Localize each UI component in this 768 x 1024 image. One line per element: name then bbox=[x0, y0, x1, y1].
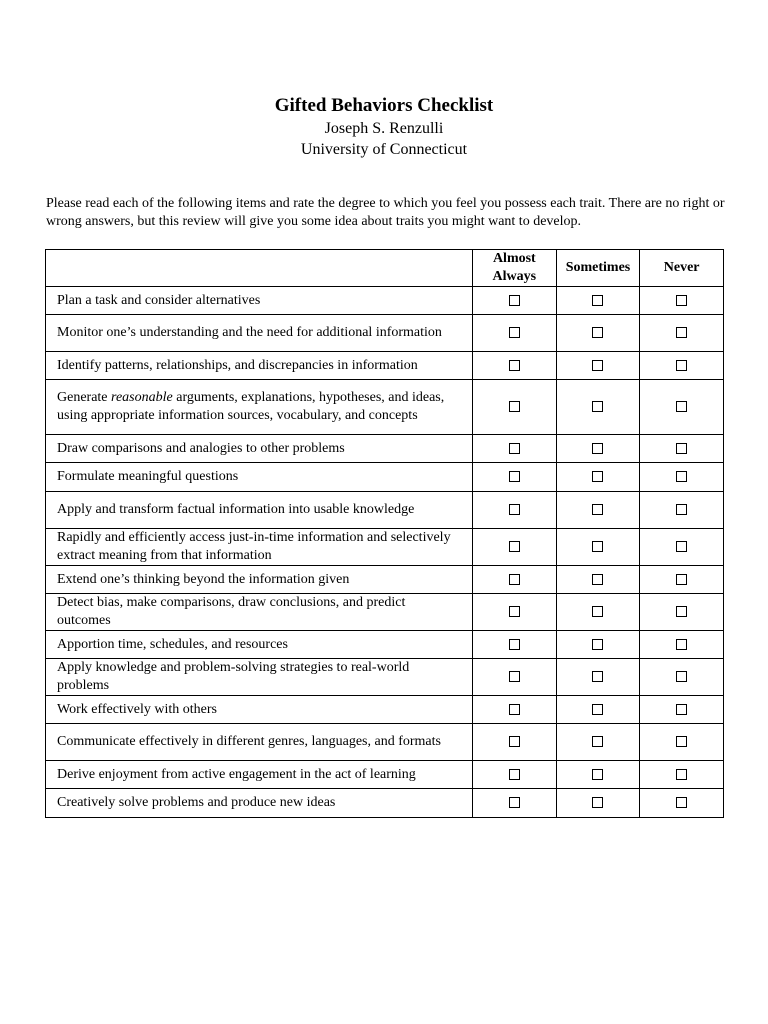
table-row bbox=[46, 435, 724, 463]
never-cell[interactable] bbox=[640, 789, 724, 818]
table-row bbox=[46, 761, 724, 789]
sometimes-cell[interactable] bbox=[556, 659, 640, 696]
almost-always-cell[interactable] bbox=[473, 594, 557, 631]
never-cell[interactable] bbox=[640, 631, 724, 659]
almost-always-cell[interactable] bbox=[473, 696, 557, 724]
sometimes-cell[interactable] bbox=[556, 287, 640, 315]
table-row bbox=[46, 380, 724, 435]
never-cell[interactable] bbox=[640, 761, 724, 789]
trait-cell: Derive enjoyment from active engagement in the act of learning bbox=[46, 761, 473, 789]
almost-always-checkbox[interactable] bbox=[509, 401, 520, 412]
almost-always-checkbox[interactable] bbox=[509, 443, 520, 454]
sometimes-cell[interactable] bbox=[556, 696, 640, 724]
table-row bbox=[46, 566, 724, 594]
sometimes-checkbox[interactable] bbox=[592, 401, 603, 412]
never-cell[interactable] bbox=[640, 594, 724, 631]
almost-always-checkbox[interactable] bbox=[509, 471, 520, 482]
never-checkbox[interactable] bbox=[676, 443, 687, 454]
trait-cell: Apply knowledge and problem-solving strategies to real-world problems bbox=[46, 659, 473, 696]
sometimes-checkbox[interactable] bbox=[592, 574, 603, 585]
never-checkbox[interactable] bbox=[676, 574, 687, 585]
header-almost-always-line2: Always bbox=[492, 269, 537, 284]
sometimes-cell[interactable] bbox=[556, 631, 640, 659]
trait-cell: Communicate effectively in different genres, languages, and formats bbox=[46, 724, 473, 761]
almost-always-checkbox[interactable] bbox=[509, 541, 520, 552]
sometimes-checkbox[interactable] bbox=[592, 671, 603, 682]
sometimes-checkbox[interactable] bbox=[592, 736, 603, 747]
almost-always-cell[interactable] bbox=[473, 492, 557, 529]
sometimes-checkbox[interactable] bbox=[592, 606, 603, 617]
almost-always-checkbox[interactable] bbox=[509, 736, 520, 747]
never-checkbox[interactable] bbox=[676, 504, 687, 515]
intro-paragraph: Please read each of the following items and rate the degree to which you feel you possess each trait. There are no right or wrong answers, but this review will give you some idea about traits you might want to develop. bbox=[46, 196, 725, 229]
table-row bbox=[46, 594, 724, 631]
almost-always-cell[interactable] bbox=[473, 435, 557, 463]
institution-name: University of Connecticut bbox=[300, 141, 468, 158]
sometimes-checkbox[interactable] bbox=[592, 504, 603, 515]
almost-always-cell[interactable] bbox=[473, 529, 557, 566]
never-checkbox[interactable] bbox=[676, 797, 687, 808]
sometimes-checkbox[interactable] bbox=[592, 704, 603, 715]
sometimes-checkbox[interactable] bbox=[592, 797, 603, 808]
never-checkbox[interactable] bbox=[676, 327, 687, 338]
never-checkbox[interactable] bbox=[676, 606, 687, 617]
table-row bbox=[46, 529, 724, 566]
almost-always-cell[interactable] bbox=[473, 659, 557, 696]
never-cell[interactable] bbox=[640, 287, 724, 315]
almost-always-cell[interactable] bbox=[473, 315, 557, 352]
sometimes-checkbox[interactable] bbox=[592, 639, 603, 650]
sometimes-checkbox[interactable] bbox=[592, 471, 603, 482]
almost-always-cell[interactable] bbox=[473, 631, 557, 659]
never-cell[interactable] bbox=[640, 659, 724, 696]
almost-always-checkbox[interactable] bbox=[509, 504, 520, 515]
trait-text-pre: Generate bbox=[57, 390, 112, 405]
never-checkbox[interactable] bbox=[676, 704, 687, 715]
header-sometimes: Sometimes bbox=[556, 250, 640, 287]
never-checkbox[interactable] bbox=[676, 671, 687, 682]
never-cell[interactable] bbox=[640, 492, 724, 529]
trait-cell: Identify patterns, relationships, and discrepancies in information bbox=[46, 352, 473, 380]
author-name: Joseph S. Renzulli bbox=[324, 120, 444, 137]
almost-always-checkbox[interactable] bbox=[509, 327, 520, 338]
trait-cell: Draw comparisons and analogies to other problems bbox=[46, 435, 473, 463]
never-cell[interactable] bbox=[640, 566, 724, 594]
almost-always-cell[interactable] bbox=[473, 724, 557, 761]
almost-always-checkbox[interactable] bbox=[509, 769, 520, 780]
sometimes-cell[interactable] bbox=[556, 352, 640, 380]
never-cell[interactable] bbox=[640, 529, 724, 566]
almost-always-cell[interactable] bbox=[473, 789, 557, 818]
sometimes-cell[interactable] bbox=[556, 492, 640, 529]
never-cell[interactable] bbox=[640, 696, 724, 724]
trait-text-post: arguments, explanations, hypotheses, and ideas, using appropriate information sources, vocabulary, and concepts bbox=[57, 390, 445, 423]
header-never: Never bbox=[640, 250, 724, 287]
sometimes-cell[interactable] bbox=[556, 789, 640, 818]
almost-always-checkbox[interactable] bbox=[509, 704, 520, 715]
sometimes-cell[interactable] bbox=[556, 315, 640, 352]
behaviors-checklist-table bbox=[45, 249, 724, 818]
almost-always-cell[interactable] bbox=[473, 463, 557, 492]
sometimes-cell[interactable] bbox=[556, 761, 640, 789]
almost-always-checkbox[interactable] bbox=[509, 797, 520, 808]
table-row bbox=[46, 659, 724, 696]
trait-cell: Apply and transform factual information into usable knowledge bbox=[46, 492, 473, 529]
trait-cell: Monitor one’s understanding and the need for additional information bbox=[46, 315, 473, 352]
almost-always-cell[interactable] bbox=[473, 287, 557, 315]
almost-always-cell[interactable] bbox=[473, 566, 557, 594]
table-row bbox=[46, 287, 724, 315]
almost-always-checkbox[interactable] bbox=[509, 574, 520, 585]
table-row bbox=[46, 492, 724, 529]
trait-cell bbox=[46, 380, 473, 435]
sometimes-checkbox[interactable] bbox=[592, 443, 603, 454]
never-checkbox[interactable] bbox=[676, 639, 687, 650]
table-row bbox=[46, 724, 724, 761]
never-checkbox[interactable] bbox=[676, 736, 687, 747]
almost-always-cell[interactable] bbox=[473, 761, 557, 789]
table-row bbox=[46, 315, 724, 352]
never-checkbox[interactable] bbox=[676, 541, 687, 552]
almost-always-checkbox[interactable] bbox=[509, 606, 520, 617]
sometimes-checkbox[interactable] bbox=[592, 327, 603, 338]
table-header-row bbox=[46, 250, 724, 287]
almost-always-checkbox[interactable] bbox=[509, 671, 520, 682]
sometimes-cell[interactable] bbox=[556, 435, 640, 463]
sometimes-cell[interactable] bbox=[556, 463, 640, 492]
header-almost-always-line1: Almost bbox=[492, 251, 536, 266]
trait-cell: Plan a task and consider alternatives bbox=[46, 287, 473, 315]
almost-always-cell[interactable] bbox=[473, 352, 557, 380]
table-row bbox=[46, 696, 724, 724]
document-title: Gifted Behaviors Checklist bbox=[274, 95, 494, 116]
almost-always-cell[interactable] bbox=[473, 380, 557, 435]
trait-cell: Formulate meaningful questions bbox=[46, 463, 473, 492]
header-trait bbox=[46, 250, 473, 287]
table-row bbox=[46, 352, 724, 380]
sometimes-cell[interactable] bbox=[556, 566, 640, 594]
trait-cell: Detect bias, make comparisons, draw conclusions, and predict outcomes bbox=[46, 594, 473, 631]
trait-cell: Rapidly and efficiently access just-in-time information and selectively extract meaning from that information bbox=[46, 529, 473, 566]
sometimes-checkbox[interactable] bbox=[592, 541, 603, 552]
never-cell[interactable] bbox=[640, 463, 724, 492]
sometimes-checkbox[interactable] bbox=[592, 360, 603, 371]
table-row bbox=[46, 789, 724, 818]
trait-cell: Creatively solve problems and produce new ideas bbox=[46, 789, 473, 818]
never-checkbox[interactable] bbox=[676, 769, 687, 780]
never-cell[interactable] bbox=[640, 352, 724, 380]
trait-text-emphasis: reasonable bbox=[111, 390, 173, 405]
trait-cell: Apportion time, schedules, and resources bbox=[46, 631, 473, 659]
never-checkbox[interactable] bbox=[676, 295, 687, 306]
almost-always-checkbox[interactable] bbox=[509, 639, 520, 650]
never-cell[interactable] bbox=[640, 380, 724, 435]
never-checkbox[interactable] bbox=[676, 471, 687, 482]
table-row bbox=[46, 463, 724, 492]
sometimes-cell[interactable] bbox=[556, 594, 640, 631]
almost-always-checkbox[interactable] bbox=[509, 295, 520, 306]
sometimes-cell[interactable] bbox=[556, 380, 640, 435]
header-almost-always bbox=[473, 250, 557, 287]
never-cell[interactable] bbox=[640, 315, 724, 352]
table-row bbox=[46, 631, 724, 659]
trait-cell: Work effectively with others bbox=[46, 696, 473, 724]
never-checkbox[interactable] bbox=[676, 401, 687, 412]
trait-cell: Extend one’s thinking beyond the information given bbox=[46, 566, 473, 594]
almost-always-checkbox[interactable] bbox=[509, 360, 520, 371]
never-cell[interactable] bbox=[640, 724, 724, 761]
sometimes-cell[interactable] bbox=[556, 724, 640, 761]
sometimes-checkbox[interactable] bbox=[592, 295, 603, 306]
sometimes-checkbox[interactable] bbox=[592, 769, 603, 780]
sometimes-cell[interactable] bbox=[556, 529, 640, 566]
never-cell[interactable] bbox=[640, 435, 724, 463]
never-checkbox[interactable] bbox=[676, 360, 687, 371]
document-header bbox=[0, 94, 768, 160]
